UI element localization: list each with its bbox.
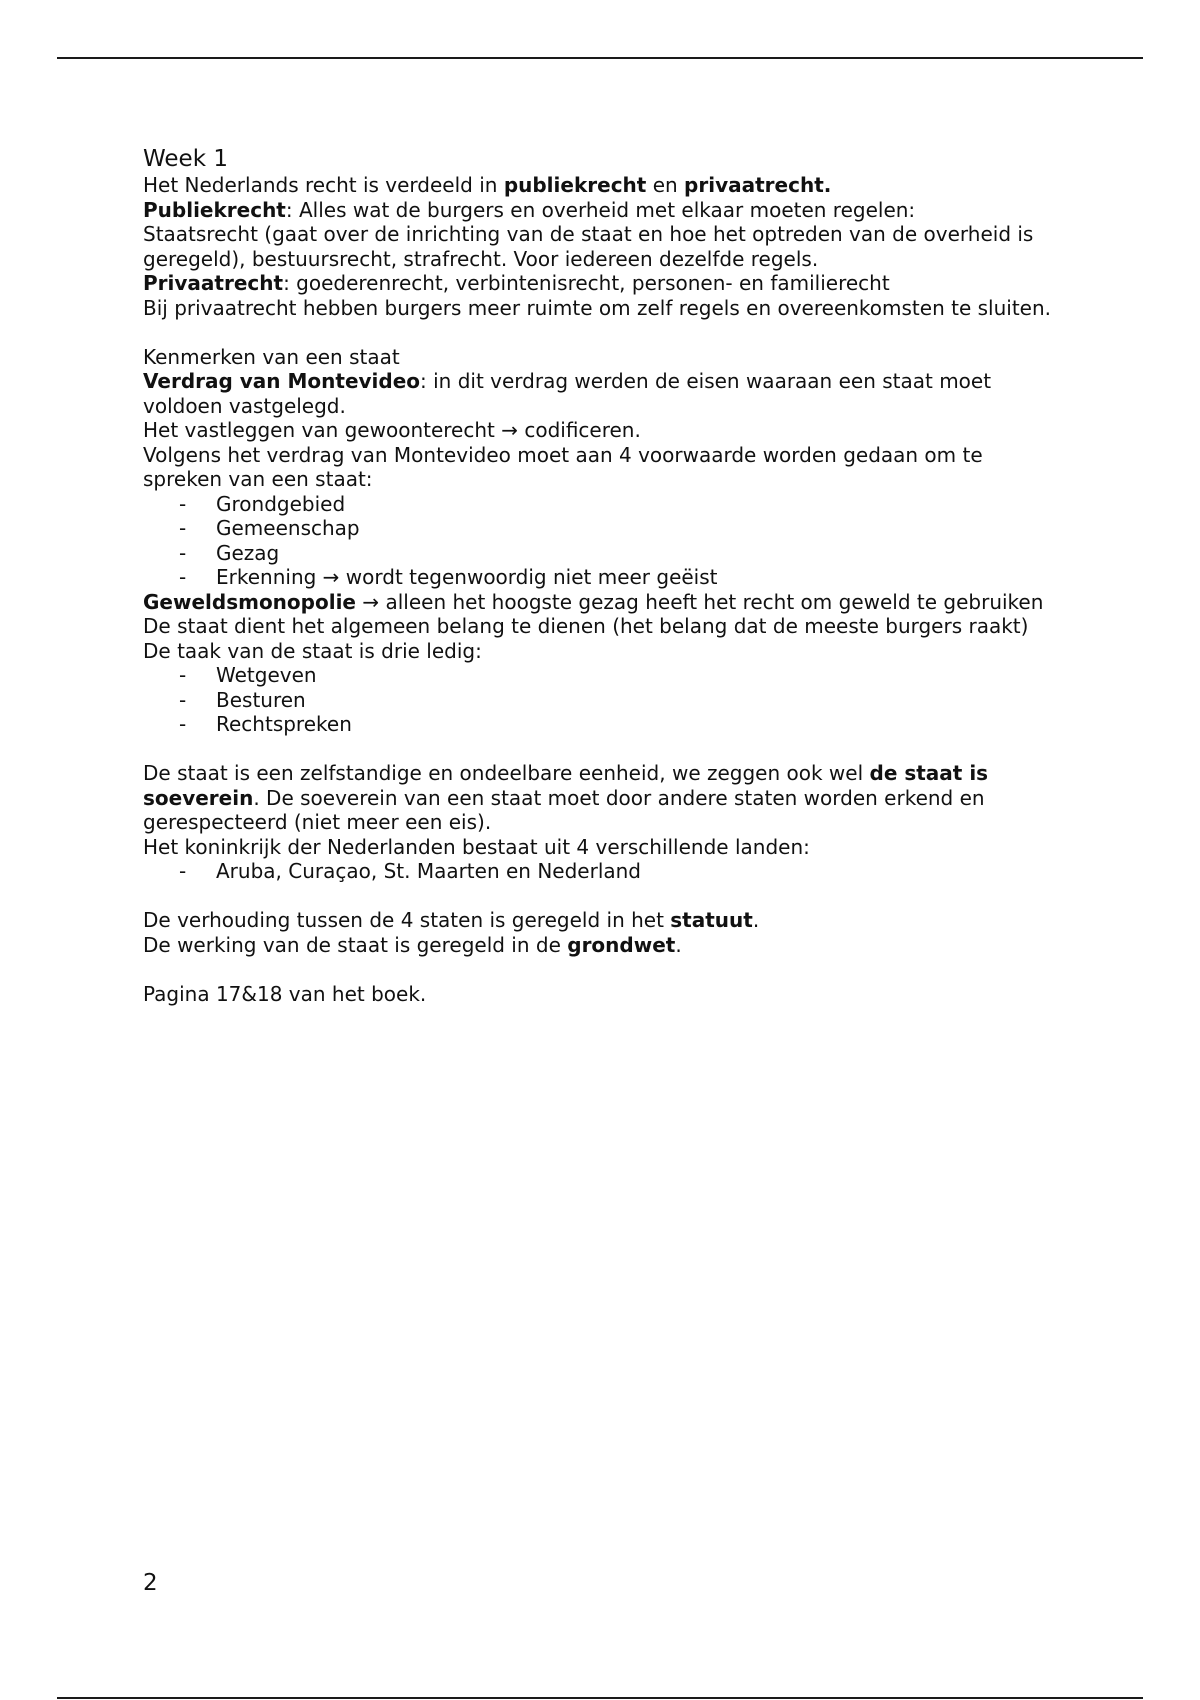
spacer [143, 320, 1058, 345]
montevideo-term: Verdrag van Montevideo [143, 369, 421, 393]
list-item: - Grondgebied [143, 492, 1058, 517]
spacer [143, 737, 1058, 762]
privaatrecht-definition [143, 271, 1058, 296]
statuut-text: De verhouding tussen de 4 staten is geregeld in het [143, 908, 671, 932]
term-privaatrecht: privaatrecht. [684, 173, 832, 197]
spacer [143, 884, 1058, 909]
taak-intro: De taak van de staat is drie ledig: [143, 638, 482, 663]
taken-list [143, 663, 1058, 737]
geweldsmonopolie-definition [143, 590, 1058, 615]
soeverein-text: De staat is een zelfstandige en ondeelbare eenheid, we zeggen ook wel [143, 761, 870, 785]
grondwet-text: De werking van de staat is geregeld in de [143, 932, 568, 957]
page-number: 2 [143, 1570, 158, 1596]
algemeen-belang-line: De staat dient het algemeen belang te dienen (het belang dat de meeste burgers raakt) [143, 614, 1029, 638]
publiekrecht-text: : Alles wat de burgers en overheid met elkaar moeten regelen: [285, 197, 916, 222]
intro-conjunction: en [646, 173, 685, 197]
list-item: - Rechtspreken [143, 712, 1058, 737]
geweldsmonopolie-term: Geweldsmonopolie [143, 589, 356, 614]
page-heading: Week 1 [143, 146, 228, 172]
list-item: - Wetgeven [143, 663, 1058, 688]
voorwaarden-intro: Volgens het verdrag van Montevideo moet aan 4 voorwaarde worden gedaan om te spreken van een staat: [143, 442, 990, 491]
grondwet-line [143, 933, 1058, 958]
grondwet-term: grondwet [567, 932, 676, 957]
soeverein-paragraph [143, 761, 1058, 835]
privaatrecht-text: : goederenrecht, verbintenisrecht, personen- en familierecht [283, 271, 890, 295]
voorwaarden-list [143, 492, 1058, 590]
privaatrecht-detail: Bij privaatrecht hebben burgers meer ruimte om zelf regels en overeenkomsten te sluiten. [143, 295, 1051, 320]
grondwet-period: . [675, 932, 682, 957]
publiekrecht-detail: Staatsrecht (gaat over de inrichting van de staat en hoe het optreden van de overheid is geregeld), bestuursrecht, strafrecht. Voor iedereen dezelfde regels. [143, 222, 1040, 271]
montevideo-text: : in dit verdrag werden de eisen waaraan een staat moet voldoen vastgelegd. [143, 369, 998, 418]
term-publiekrecht: publiekrecht [503, 173, 647, 197]
footer-rule [57, 1697, 1143, 1699]
privaatrecht-term: Privaatrecht [143, 271, 284, 295]
list-item: - Aruba, Curaçao, St. Maarten en Nederland [143, 859, 1058, 884]
header-rule [57, 57, 1143, 59]
publiekrecht-definition [143, 198, 1058, 223]
codificeren-line: Het vastleggen van gewoonterecht → codificeren. [143, 418, 641, 442]
list-item: - Gezag [143, 541, 1058, 566]
statuut-term: statuut [670, 908, 753, 932]
spacer [143, 957, 1058, 982]
koninkrijk-intro: Het koninkrijk der Nederlanden bestaat uit 4 verschillende landen: [143, 834, 810, 859]
list-item: - Besturen [143, 688, 1058, 713]
montevideo-definition [143, 369, 1058, 418]
list-item: - Gemeenschap [143, 516, 1058, 541]
geweldsmonopolie-text: → alleen het hoogste gezag heeft het recht om geweld te gebruiken [356, 589, 1044, 614]
intro-text: Het Nederlands recht is verdeeld in [143, 173, 504, 197]
intro-paragraph [143, 173, 1058, 198]
list-item: - Erkenning → wordt tegenwoordig niet meer geëist [143, 565, 1058, 590]
soeverein-term: de staat is soeverein [143, 761, 996, 810]
kenmerken-title: Kenmerken van een staat [143, 344, 400, 369]
soeverein-text-end: . De soeverein van een staat moet door andere staten worden erkend en gerespecteerd (niet meer een eis). [143, 785, 991, 834]
publiekrecht-term: Publiekrecht [143, 197, 286, 222]
statuut-line [143, 908, 1058, 933]
landen-list [143, 859, 1058, 884]
statuut-period: . [752, 908, 760, 932]
pagina-reference: Pagina 17&18 van het boek. [143, 981, 427, 1006]
document-body [143, 145, 1058, 1006]
